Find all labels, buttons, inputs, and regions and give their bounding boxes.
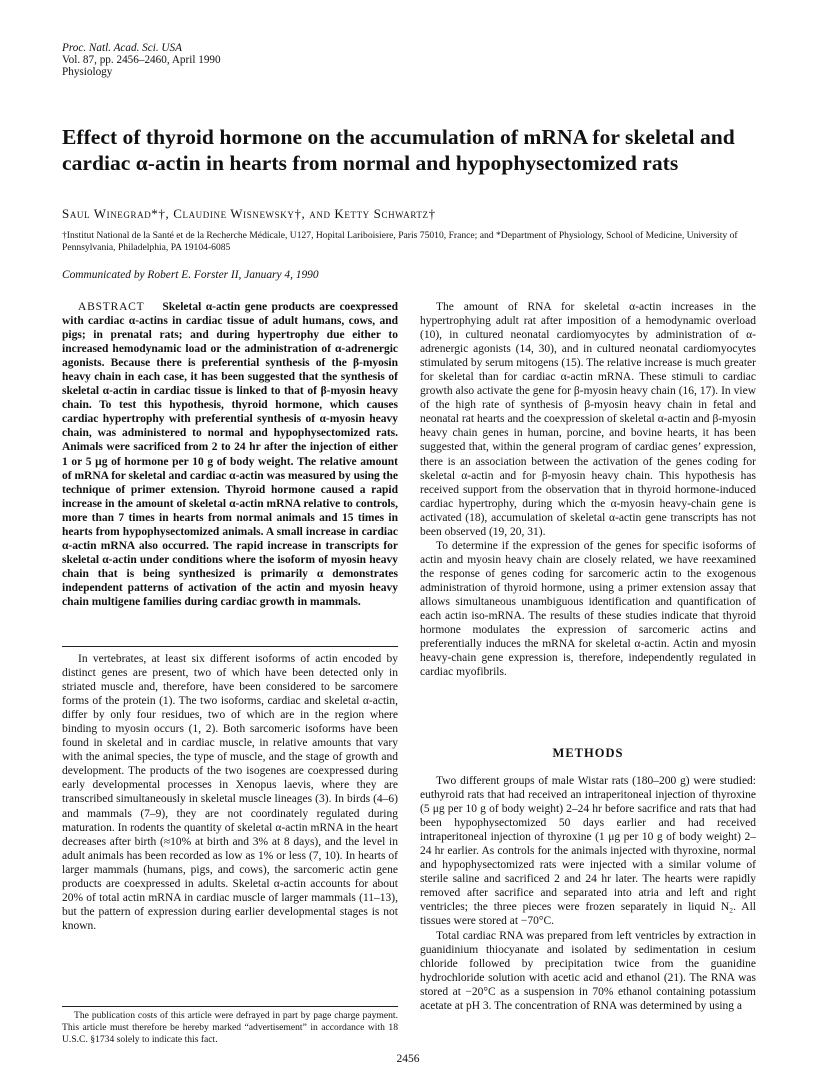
abstract-text: Skeletal α-actin gene products are coexpressed with cardiac α-actins in cardiac tissue of adult humans, cows, and pigs; in prenatal rats; and during hypertrophy due either to increased hemodynamic load or the administration of α-adrenergic agonists. Because there is preferential synthesis of the β-myosin heavy chain in each case, it has been suggested that the synthesis of skeletal α-actin in cardiac tissue is linked to that of β-myosin heavy chain. To test this hypothesis, thyroid hormone, which causes cardiac hypertrophy with preferential synthesis of α-myosin heavy chain, was administered to normal and hypophysectomized rats. Animals were sacrificed from 2 to 24 hr after the injection of either 1 or 5 μg of hormone per 10 g of body weight. The relative amount of mRNA for skeletal and cardiac α-actin was measured by using the technique of primer extension. Thyroid hormone caused a rapid increase in the amount of skeletal α-actin mRNA relative to controls, more than 7 times in hearts from normal animals and 15 times in hearts from hypophysectomized animals. A small increase in cardiac α-actin mRNA also occurred. The rapid increase in transcripts for skeletal α-actin under conditions where the isoform of myosin heavy chain that is being synthesized is primarily α demonstrates independent patterns of activation of the actin and myosin heavy chain multigene families during cardiac growth in mammals. — [62, 301, 398, 608]
footnote-text: The publication costs of this article were defrayed in part by page charge payment. This article must therefore be hereby marked “advertisement” in accordance with 18 U.S.C. §1734 solely to indicate this fact. — [62, 1010, 398, 1045]
journal-header — [62, 42, 221, 78]
footnote-divider — [62, 1006, 398, 1007]
methods-heading: METHODS — [552, 746, 624, 760]
intro-paragraph-3: To determine if the expression of the genes for specific isoforms of actin and myosin heavy chain are closely related, we have reexamined the response of genes coding for sarcomeric actin to the exogenous administration of thyroid hormone, using a primer extension assay that allows simultaneous unambiguous identification and quantification of each actin iso-mRNA. The results of these studies indicate that thyroid hormone modulates the expression of sarcomeric actins and preferentially induces the mRNA for skeletal α-actin. Actin and myosin heavy-chain gene expression is, therefore, independently regulated in cardiac myofibrils. — [420, 539, 756, 679]
abstract-label: ABSTRACT — [78, 301, 145, 313]
affiliations: †Institut National de la Santé et de la Recherche Médicale, U127, Hopital Lariboisiere, Paris 75010, France; and *Department of Physiology, School of Medicine, University of Pennsylvania, Philadelphia, PA 19104-6085 — [62, 230, 738, 253]
abstract-divider — [62, 646, 398, 647]
methods-paragraph-1: Two different groups of male Wistar rats (180–200 g) were studied: euthyroid rats that had received an intraperitoneal injection of thyroxine (5 μg per 10 g of body weight) 2–24 hr before sacrifice and rats that had been hypophysectomized 50 days earlier and had received intraperitoneal injection of thyroxine (1 μg per 10 g of body weight) 2–24 hr earlier. As controls for the animals injected with thyroxine, normal and hypophysectomized rats were injected with a similar volume of sterile saline and sacrificed 2 and 24 hr later. The hearts were rapidly removed after sacrifice and separated into atria and left and right ventricles; the three pieces were frozen separately in liquid N₂. All tissues were stored at −70°C. — [420, 775, 756, 928]
intro-right-column — [420, 300, 756, 679]
intro-left-column — [62, 652, 398, 933]
intro-paragraph: In vertebrates, at least six different isoforms of actin encoded by distinct genes are present, two of which have been detected only in striated muscle and, therefore, have been considered to be sarcomere forms of the protein (1). The two isoforms, cardiac and skeletal α-actin, differ by only four residues, two of which are in the region where binding to myosin occurs (1, 2). Both sarcomeric isoforms have been found in skeletal and in cardiac muscle, in relative amounts that vary with the animal species, the type of muscle, and the stage of growth and development. The products of the two isogenes are coexpressed during early developmental processes in Xenopus laevis, where they are transcribed simultaneously in skeletal muscle lineages (3). In birds (4–6) and mammals (7–9), they are not coordinately regulated during maturation. In rodents the quantity of skeletal α-actin mRNA in the heart decreases after birth (≈10% at birth and 3% at 8 days), and the level in adult animals has been recorded as low as 1% or less (7, 10). In hearts of larger mammals (humans, pigs, and cows), the sarcomeric actin gene products are coexpressed in adults. Skeletal α-actin accounts for about 20% of total actin mRNA in cardiac muscle of larger mammals (11–13), but the pattern of expression during earlier developmental stages is not known. — [62, 653, 398, 932]
publication-footnote — [62, 1010, 398, 1046]
methods-paragraph-2: Total cardiac RNA was prepared from left ventricles by extraction in guanidinium thiocyanate and isolated by sedimentation in cesium chloride followed by precipitation twice from the guanidine hydrochloride solution with acetic acid and ethanol (21). The RNA was stored at −20°C as a suspension in 70% ethanol containing potassium acetate at pH 3. The concentration of RNA was determined by using a — [420, 929, 756, 1012]
abstract — [62, 300, 398, 609]
methods-column — [420, 774, 756, 1013]
author-list: Saul Winegrad*†, Claudine Wisnewsky†, and Ketty Schwartz† — [62, 206, 436, 221]
journal-name: Proc. Natl. Acad. Sci. USA — [62, 42, 182, 54]
intro-paragraph-2: The amount of RNA for skeletal α-actin increases in the hypertrophying adult rat after imposition of a hemodynamic overload (10), in cultured neonatal cardiomyocytes by administration of α-adrenergic agonists (14, 30), and in cultured neonatal cardiomyocytes stimulated by serum mitogens (15). The relative increase is much greater for skeletal than for cardiac α-actin mRNA. These stimuli to cardiac growth also activate the gene for β-myosin heavy chain (16, 17). In view of the high rate of synthesis of β-myosin heavy chain in fetal and neonatal rat hearts and the coexpression of skeletal α-actin and β-myosin heavy chain genes in human, porcine, and bovine hearts, it has been suggested that, within the general program of cardiac genes’ expression, there is an association between the activation of the genes coding for skeletal α-actin and for β-myosin heavy chain. This hypothesis has received support from the observation that in thyroid hormone-induced cardiac hypertrophy, during which the α-myosin heavy-chain gene is activated (18), accumulation of skeletal α-actin gene transcripts has not been observed (19, 20, 31). — [420, 301, 756, 538]
article-title: Effect of thyroid hormone on the accumulation of mRNA for skeletal and cardiac α-actin in hearts from normal and hypophysectomized rats — [62, 125, 735, 175]
page-number: 2456 — [396, 1053, 420, 1065]
section-label: Physiology — [62, 66, 113, 78]
communicated-by: Communicated by Robert E. Forster II, January 4, 1990 — [62, 269, 319, 281]
volume-line: Vol. 87, pp. 2456–2460, April 1990 — [62, 54, 221, 66]
